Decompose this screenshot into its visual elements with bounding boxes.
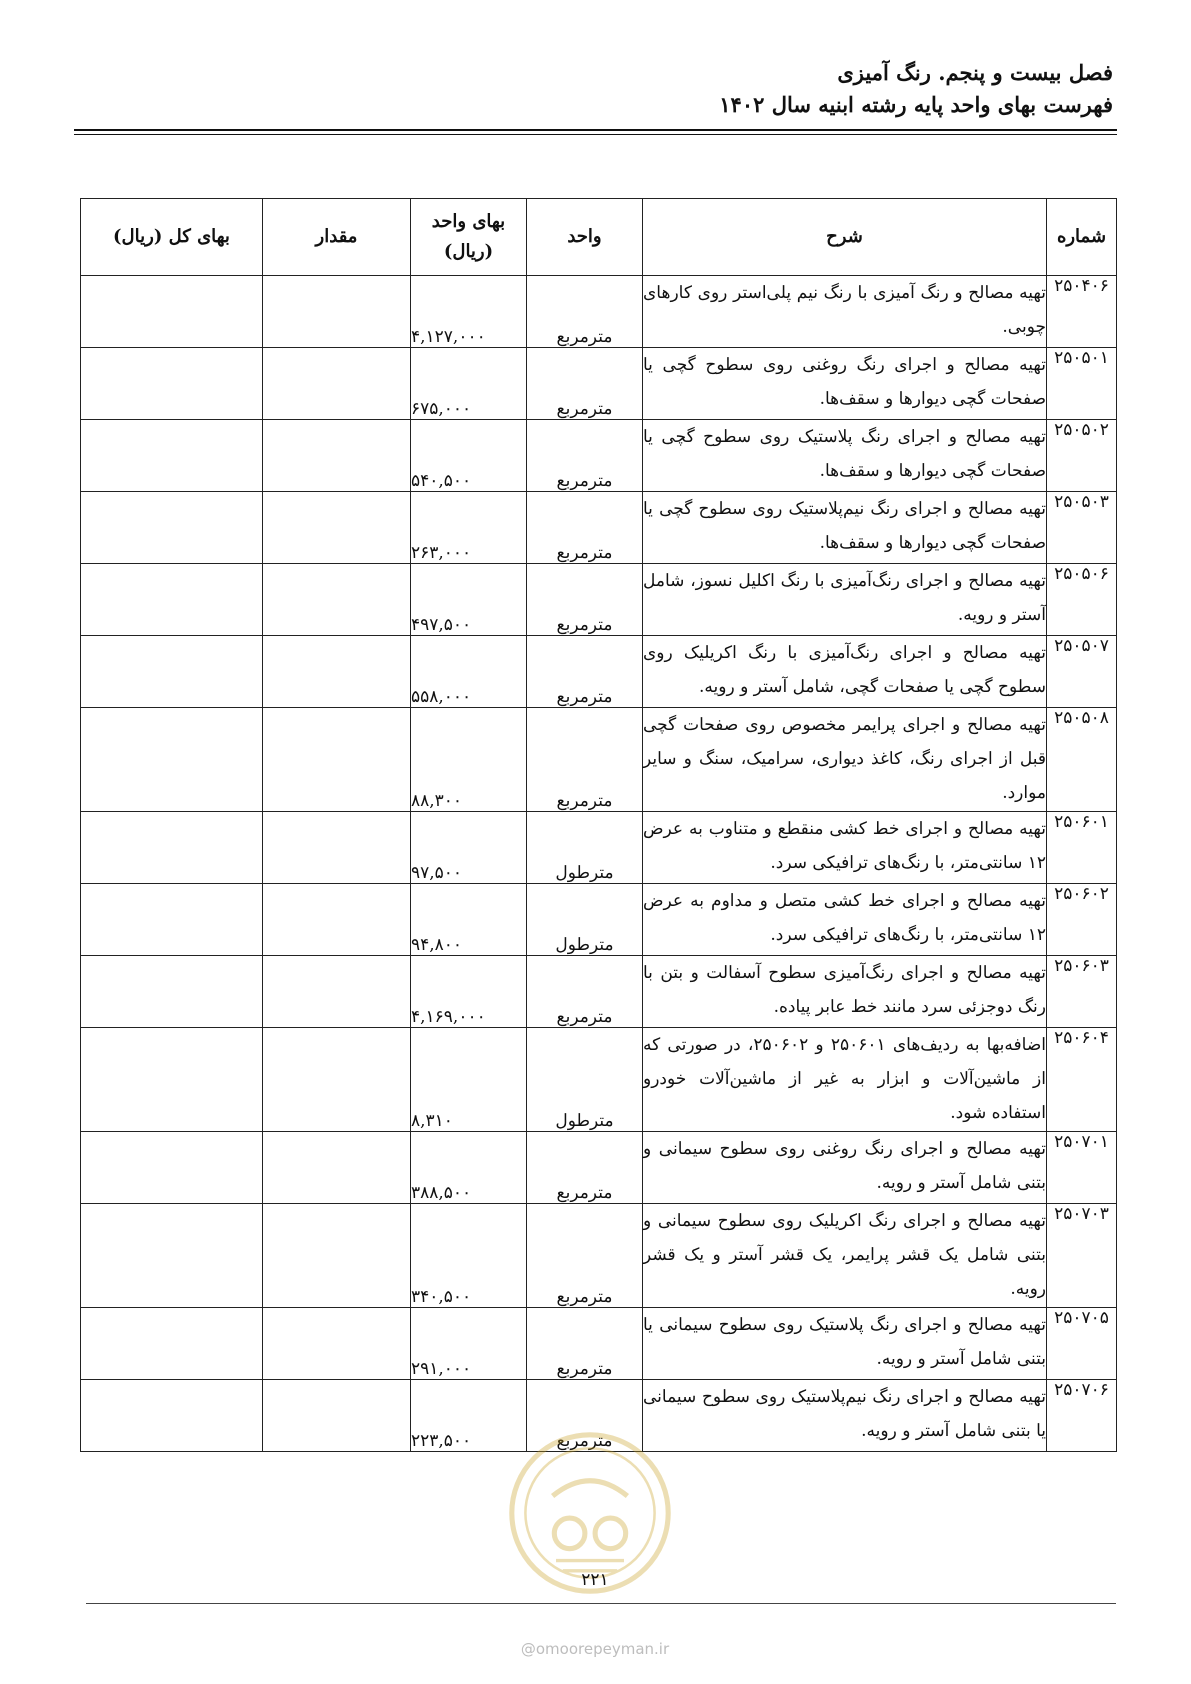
website-watermark: @omoorepeyman.ir bbox=[520, 1640, 670, 1658]
row-total[interactable] bbox=[81, 956, 263, 1028]
row-qty[interactable] bbox=[263, 564, 411, 636]
chapter-title: فصل بیست و پنجم. رنگ آمیزی bbox=[837, 60, 1113, 85]
row-desc: تهیه مصالح و اجرای رنگ پلاستیک روی سطوح گچی یا صفحات گچی دیوارها و سقف‌ها. bbox=[643, 420, 1047, 492]
header-rule-thin bbox=[74, 134, 1117, 135]
row-code: ۲۵۰۴۰۶ bbox=[1047, 276, 1117, 348]
row-qty[interactable] bbox=[263, 492, 411, 564]
row-qty[interactable] bbox=[263, 1380, 411, 1452]
row-price: ۸,۳۱۰ bbox=[411, 1028, 527, 1132]
row-qty[interactable] bbox=[263, 1204, 411, 1308]
row-qty[interactable] bbox=[263, 636, 411, 708]
row-code: ۲۵۰۷۰۶ bbox=[1047, 1380, 1117, 1452]
table-header-row bbox=[81, 199, 1117, 276]
row-total[interactable] bbox=[81, 1380, 263, 1452]
row-total[interactable] bbox=[81, 420, 263, 492]
header-rule-thick bbox=[74, 129, 1117, 131]
row-price: ۵۴۰,۵۰۰ bbox=[411, 420, 527, 492]
row-qty[interactable] bbox=[263, 1028, 411, 1132]
row-total[interactable] bbox=[81, 1132, 263, 1204]
header-unit-price bbox=[411, 199, 527, 276]
row-desc: تهیه مصالح و اجرای رنگ‌آمیزی با رنگ اکلیل نسوز، شامل آستر و رویه. bbox=[643, 564, 1047, 636]
table-row bbox=[81, 1308, 1117, 1380]
table-row bbox=[81, 812, 1117, 884]
table-row bbox=[81, 708, 1117, 812]
row-unit: مترمربع bbox=[527, 1132, 643, 1204]
row-desc: تهیه مصالح و اجرای پرایمر مخصوص روی صفحات گچی قبل از اجرای رنگ، کاغذ دیواری، سرامیک، سنگ و سایر موارد. bbox=[643, 708, 1047, 812]
table-row bbox=[81, 348, 1117, 420]
row-total[interactable] bbox=[81, 1204, 263, 1308]
row-qty[interactable] bbox=[263, 708, 411, 812]
row-desc: اضافه‌بها به ردیف‌های ۲۵۰۶۰۱ و ۲۵۰۶۰۲، در صورتی که از ماشین‌آلات و ابزار به غیر از ماشین‌آلات خودرو استفاده شود. bbox=[643, 1028, 1047, 1132]
page-header bbox=[73, 58, 1113, 122]
table-row bbox=[81, 636, 1117, 708]
row-total[interactable] bbox=[81, 564, 263, 636]
row-desc: تهیه مصالح و اجرای رنگ نیم‌پلاستیک روی سطوح گچی یا صفحات گچی دیوارها و سقف‌ها. bbox=[643, 492, 1047, 564]
header-code: شماره bbox=[1047, 199, 1117, 276]
row-code: ۲۵۰۶۰۳ bbox=[1047, 956, 1117, 1028]
row-desc: تهیه مصالح و اجرای رنگ پلاستیک روی سطوح سیمانی یا بتنی شامل آستر و رویه. bbox=[643, 1308, 1047, 1380]
row-code: ۲۵۰۵۰۳ bbox=[1047, 492, 1117, 564]
footer-rule bbox=[86, 1603, 1116, 1604]
row-code: ۲۵۰۷۰۳ bbox=[1047, 1204, 1117, 1308]
table-row bbox=[81, 564, 1117, 636]
row-code: ۲۵۰۵۰۷ bbox=[1047, 636, 1117, 708]
table-row bbox=[81, 492, 1117, 564]
row-price: ۹۷,۵۰۰ bbox=[411, 812, 527, 884]
row-price: ۶۷۵,۰۰۰ bbox=[411, 348, 527, 420]
row-unit: مترمربع bbox=[527, 492, 643, 564]
row-desc: تهیه مصالح و اجرای خط کشی منقطع و متناوب به عرض ۱۲ سانتی‌متر، با رنگ‌های ترافیکی سرد. bbox=[643, 812, 1047, 884]
row-desc: تهیه مصالح و اجرای خط کشی متصل و مداوم به عرض ۱۲ سانتی‌متر، با رنگ‌های ترافیکی سرد. bbox=[643, 884, 1047, 956]
table-row bbox=[81, 420, 1117, 492]
header-qty: مقدار bbox=[263, 199, 411, 276]
row-total[interactable] bbox=[81, 492, 263, 564]
row-unit: مترطول bbox=[527, 812, 643, 884]
price-table bbox=[80, 198, 1117, 1452]
row-price: ۴,۱۶۹,۰۰۰ bbox=[411, 956, 527, 1028]
row-qty[interactable] bbox=[263, 420, 411, 492]
row-price: ۴۹۷,۵۰۰ bbox=[411, 564, 527, 636]
row-price: ۹۴,۸۰۰ bbox=[411, 884, 527, 956]
row-unit: مترمربع bbox=[527, 956, 643, 1028]
row-price: ۲۶۳,۰۰۰ bbox=[411, 492, 527, 564]
row-price: ۳۸۸,۵۰۰ bbox=[411, 1132, 527, 1204]
row-price: ۸۸,۳۰۰ bbox=[411, 708, 527, 812]
row-code: ۲۵۰۵۰۲ bbox=[1047, 420, 1117, 492]
row-qty[interactable] bbox=[263, 884, 411, 956]
row-price: ۴,۱۲۷,۰۰۰ bbox=[411, 276, 527, 348]
header-unit: واحد bbox=[527, 199, 643, 276]
row-total[interactable] bbox=[81, 276, 263, 348]
row-unit: مترمربع bbox=[527, 564, 643, 636]
table-row bbox=[81, 1132, 1117, 1204]
row-unit: مترطول bbox=[527, 1028, 643, 1132]
row-desc: تهیه مصالح و اجرای رنگ‌آمیزی با رنگ اکریلیک روی سطوح گچی یا صفحات گچی، شامل آستر و رویه. bbox=[643, 636, 1047, 708]
row-desc: تهیه مصالح و اجرای رنگ نیم‌پلاستیک روی سطوح سیمانی یا بتنی شامل آستر و رویه. bbox=[643, 1380, 1047, 1452]
row-desc: تهیه مصالح و رنگ آمیزی با رنگ نیم پلی‌استر روی کارهای چوبی. bbox=[643, 276, 1047, 348]
table-row bbox=[81, 1204, 1117, 1308]
row-total[interactable] bbox=[81, 636, 263, 708]
row-price: ۲۲۳,۵۰۰ bbox=[411, 1380, 527, 1452]
row-desc: تهیه مصالح و اجرای رنگ روغنی روی سطوح گچی یا صفحات گچی دیوارها و سقف‌ها. bbox=[643, 348, 1047, 420]
row-desc: تهیه مصالح و اجرای رنگ روغنی روی سطوح سیمانی و بتنی شامل آستر و رویه. bbox=[643, 1132, 1047, 1204]
row-qty[interactable] bbox=[263, 1132, 411, 1204]
row-total[interactable] bbox=[81, 1028, 263, 1132]
row-total[interactable] bbox=[81, 708, 263, 812]
row-code: ۲۵۰۶۰۴ bbox=[1047, 1028, 1117, 1132]
row-unit: مترمربع bbox=[527, 1204, 643, 1308]
row-qty[interactable] bbox=[263, 1308, 411, 1380]
table-row bbox=[81, 276, 1117, 348]
row-qty[interactable] bbox=[263, 812, 411, 884]
header-unit-price-line1: بهای واحد bbox=[431, 211, 506, 232]
row-unit: مترمربع bbox=[527, 348, 643, 420]
row-unit: مترمربع bbox=[527, 420, 643, 492]
row-code: ۲۵۰۷۰۱ bbox=[1047, 1132, 1117, 1204]
table-row bbox=[81, 956, 1117, 1028]
row-total[interactable] bbox=[81, 348, 263, 420]
list-title: فهرست بهای واحد پایه رشته ابنیه سال ۱۴۰۲ bbox=[719, 92, 1113, 117]
header-desc: شرح bbox=[643, 199, 1047, 276]
row-code: ۲۵۰۵۰۸ bbox=[1047, 708, 1117, 812]
row-total[interactable] bbox=[81, 812, 263, 884]
row-code: ۲۵۰۷۰۵ bbox=[1047, 1308, 1117, 1380]
row-unit: مترمربع bbox=[527, 1380, 643, 1452]
row-unit: مترمربع bbox=[527, 708, 643, 812]
row-total[interactable] bbox=[81, 1308, 263, 1380]
row-code: ۲۵۰۵۰۶ bbox=[1047, 564, 1117, 636]
row-qty[interactable] bbox=[263, 956, 411, 1028]
row-code: ۲۵۰۶۰۱ bbox=[1047, 812, 1117, 884]
row-qty[interactable] bbox=[263, 348, 411, 420]
row-unit: مترمربع bbox=[527, 1308, 643, 1380]
header-total: بهای کل (ریال) bbox=[81, 199, 263, 276]
row-qty[interactable] bbox=[263, 276, 411, 348]
row-desc: تهیه مصالح و اجرای رنگ‌آمیزی سطوح آسفالت و بتن با رنگ دوجزئی سرد مانند خط عابر پیاده. bbox=[643, 956, 1047, 1028]
row-unit: مترطول bbox=[527, 884, 643, 956]
row-price: ۳۴۰,۵۰۰ bbox=[411, 1204, 527, 1308]
row-price: ۲۹۱,۰۰۰ bbox=[411, 1308, 527, 1380]
header-unit-price-line2: (ریال) bbox=[443, 241, 494, 262]
row-code: ۲۵۰۶۰۲ bbox=[1047, 884, 1117, 956]
row-price: ۵۵۸,۰۰۰ bbox=[411, 636, 527, 708]
row-unit: مترمربع bbox=[527, 276, 643, 348]
row-total[interactable] bbox=[81, 884, 263, 956]
page-number: ۲۲۱ bbox=[581, 1570, 609, 1590]
row-unit: مترمربع bbox=[527, 636, 643, 708]
table-row bbox=[81, 884, 1117, 956]
row-desc: تهیه مصالح و اجرای رنگ اکریلیک روی سطوح سیمانی و بتنی شامل یک قشر پرایمر، یک قشر آستر و یک قشر رویه. bbox=[643, 1204, 1047, 1308]
table-row bbox=[81, 1028, 1117, 1132]
row-code: ۲۵۰۵۰۱ bbox=[1047, 348, 1117, 420]
